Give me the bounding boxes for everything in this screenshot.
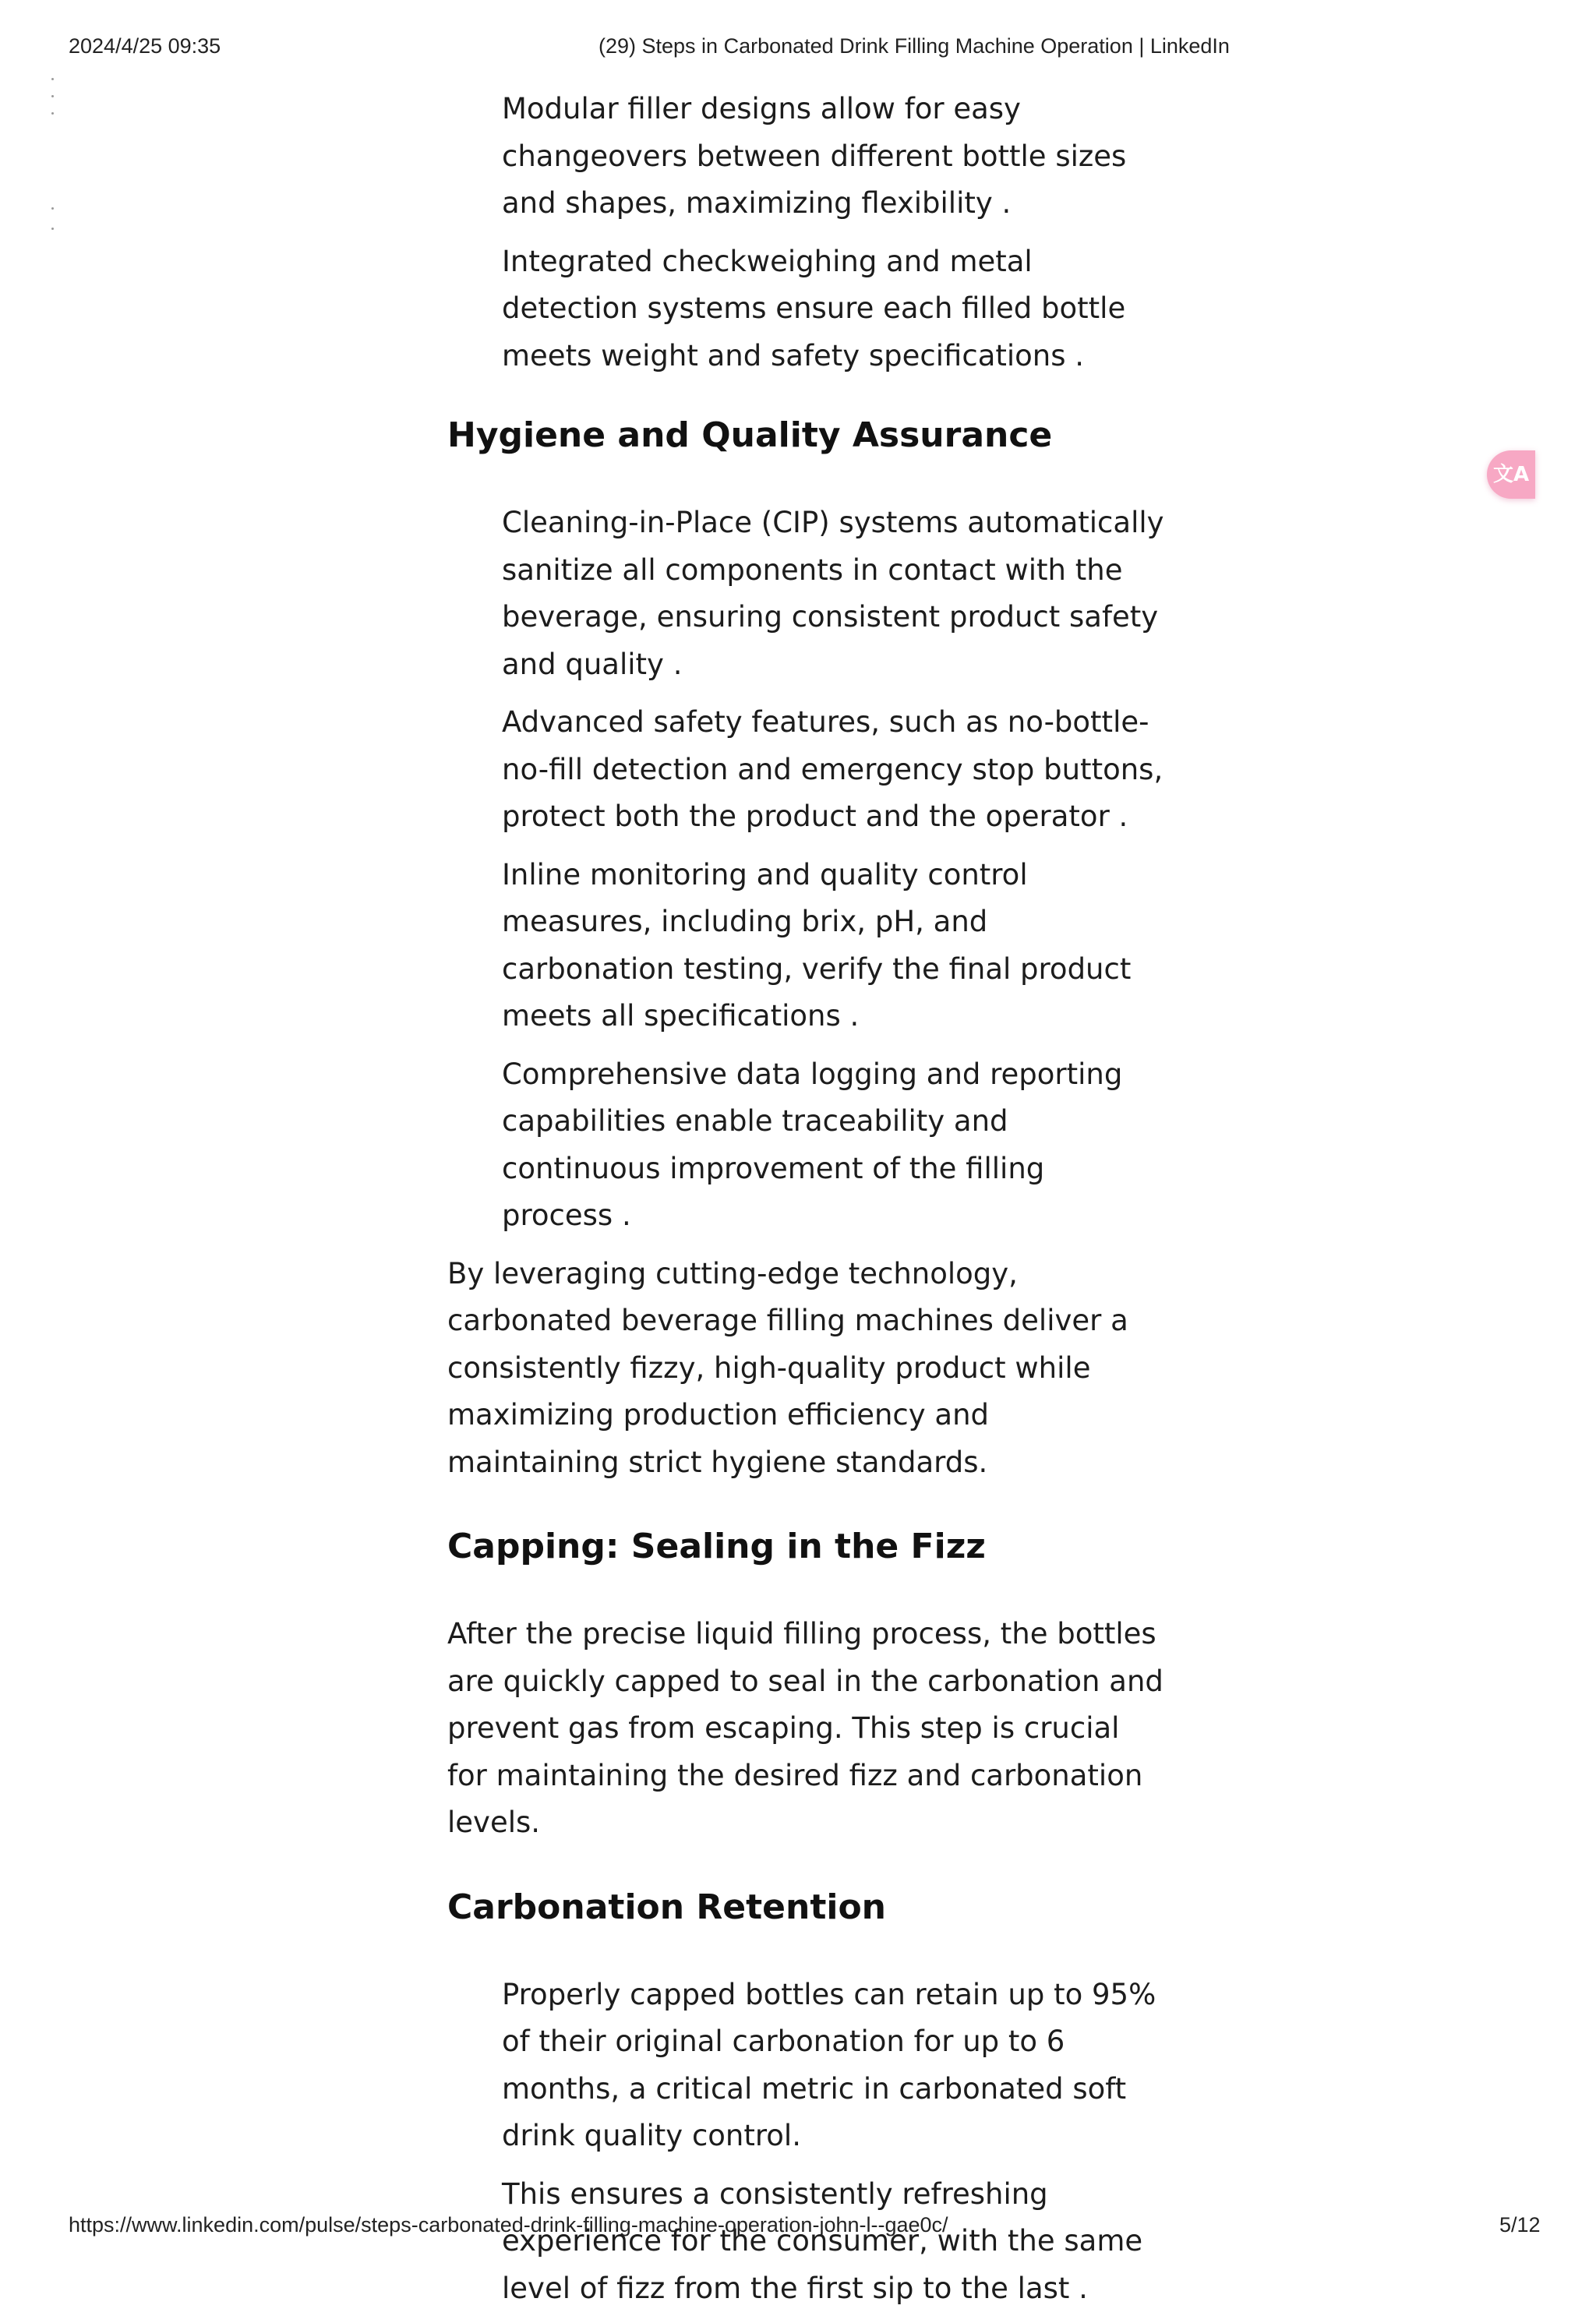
list-item (502, 1972, 1164, 2160)
page-number: 5/12 (1499, 2213, 1541, 2237)
list-item-text: Modular filler designs allow for easy changeovers between different bottle sizes and shapes, maximizing flexibility . (502, 92, 1127, 220)
summary-paragraph: By leveraging cutting-edge technology, carbonated beverage filling machines deliver a consistently fizzy, high-quality product while maximizing production efficiency and maintaining strict hygiene standards. (447, 1256, 1128, 1479)
list-item-text: Comprehensive data logging and reporting capabilities enable traceability and continuous improvement of the filling process . (502, 1057, 1123, 1232)
retention-list (447, 1972, 1164, 2313)
list-item (502, 238, 1164, 380)
section-heading-hygiene: Hygiene and Quality Assurance (447, 415, 1053, 455)
list-item (502, 852, 1164, 1040)
article-body (447, 86, 1164, 2323)
list-item (502, 500, 1164, 688)
margin-marks (51, 78, 56, 242)
list-item-text: This ensures a consistently refreshing experience for the consumer, with the same level of fizz from the first sip to the last . (502, 2176, 1143, 2305)
page-url: https://www.linkedin.com/pulse/steps-carbonated-drink-filling-machine-operation-john-l--gae0c/ (69, 2213, 948, 2237)
list-item (502, 86, 1164, 228)
list-item-text: Properly capped bottles can retain up to 95% of their original carbonation for up to 6 months, a critical metric in carbonated soft drink quality control. (502, 1977, 1156, 2152)
section-heading-capping: Capping: Sealing in the Fizz (447, 1527, 986, 1566)
list-item-text: Cleaning-in-Place (CIP) systems automatically sanitize all components in contact with the beverage, ensuring consistent product safety and quality . (502, 506, 1164, 681)
translate-button[interactable] (1487, 450, 1535, 499)
print-header (0, 34, 1596, 65)
capping-paragraph: After the precise liquid filling process, the bottles are quickly capped to seal in the carbonation and prevent gas from escaping. This step is crucial for maintaining the desired fizz and carbonation levels. (447, 1617, 1163, 1839)
print-datetime: 2024/4/25 09:35 (69, 34, 221, 58)
section-heading-retention: Carbonation Retention (447, 1887, 886, 1927)
list-item-text: Advanced safety features, such as no-bottle-no-fill detection and emergency stop buttons, protect both the product and the operator . (502, 705, 1163, 833)
list-item-text: Integrated checkweighing and metal detection systems ensure each filled bottle meets weight and safety specifications . (502, 244, 1126, 372)
list-item (502, 1051, 1164, 1240)
list-item (502, 699, 1164, 841)
hygiene-list (447, 500, 1164, 1240)
print-footer (0, 2213, 1596, 2244)
list-item-text: Inline monitoring and quality control measures, including brix, pH, and carbonation testing, verify the final product meets all specifications . (502, 857, 1132, 1033)
translate-icon: 文A (1492, 463, 1530, 486)
features-list (447, 86, 1164, 380)
print-page-title: (29) Steps in Carbonated Drink Filling Machine Operation | LinkedIn (598, 34, 1230, 58)
